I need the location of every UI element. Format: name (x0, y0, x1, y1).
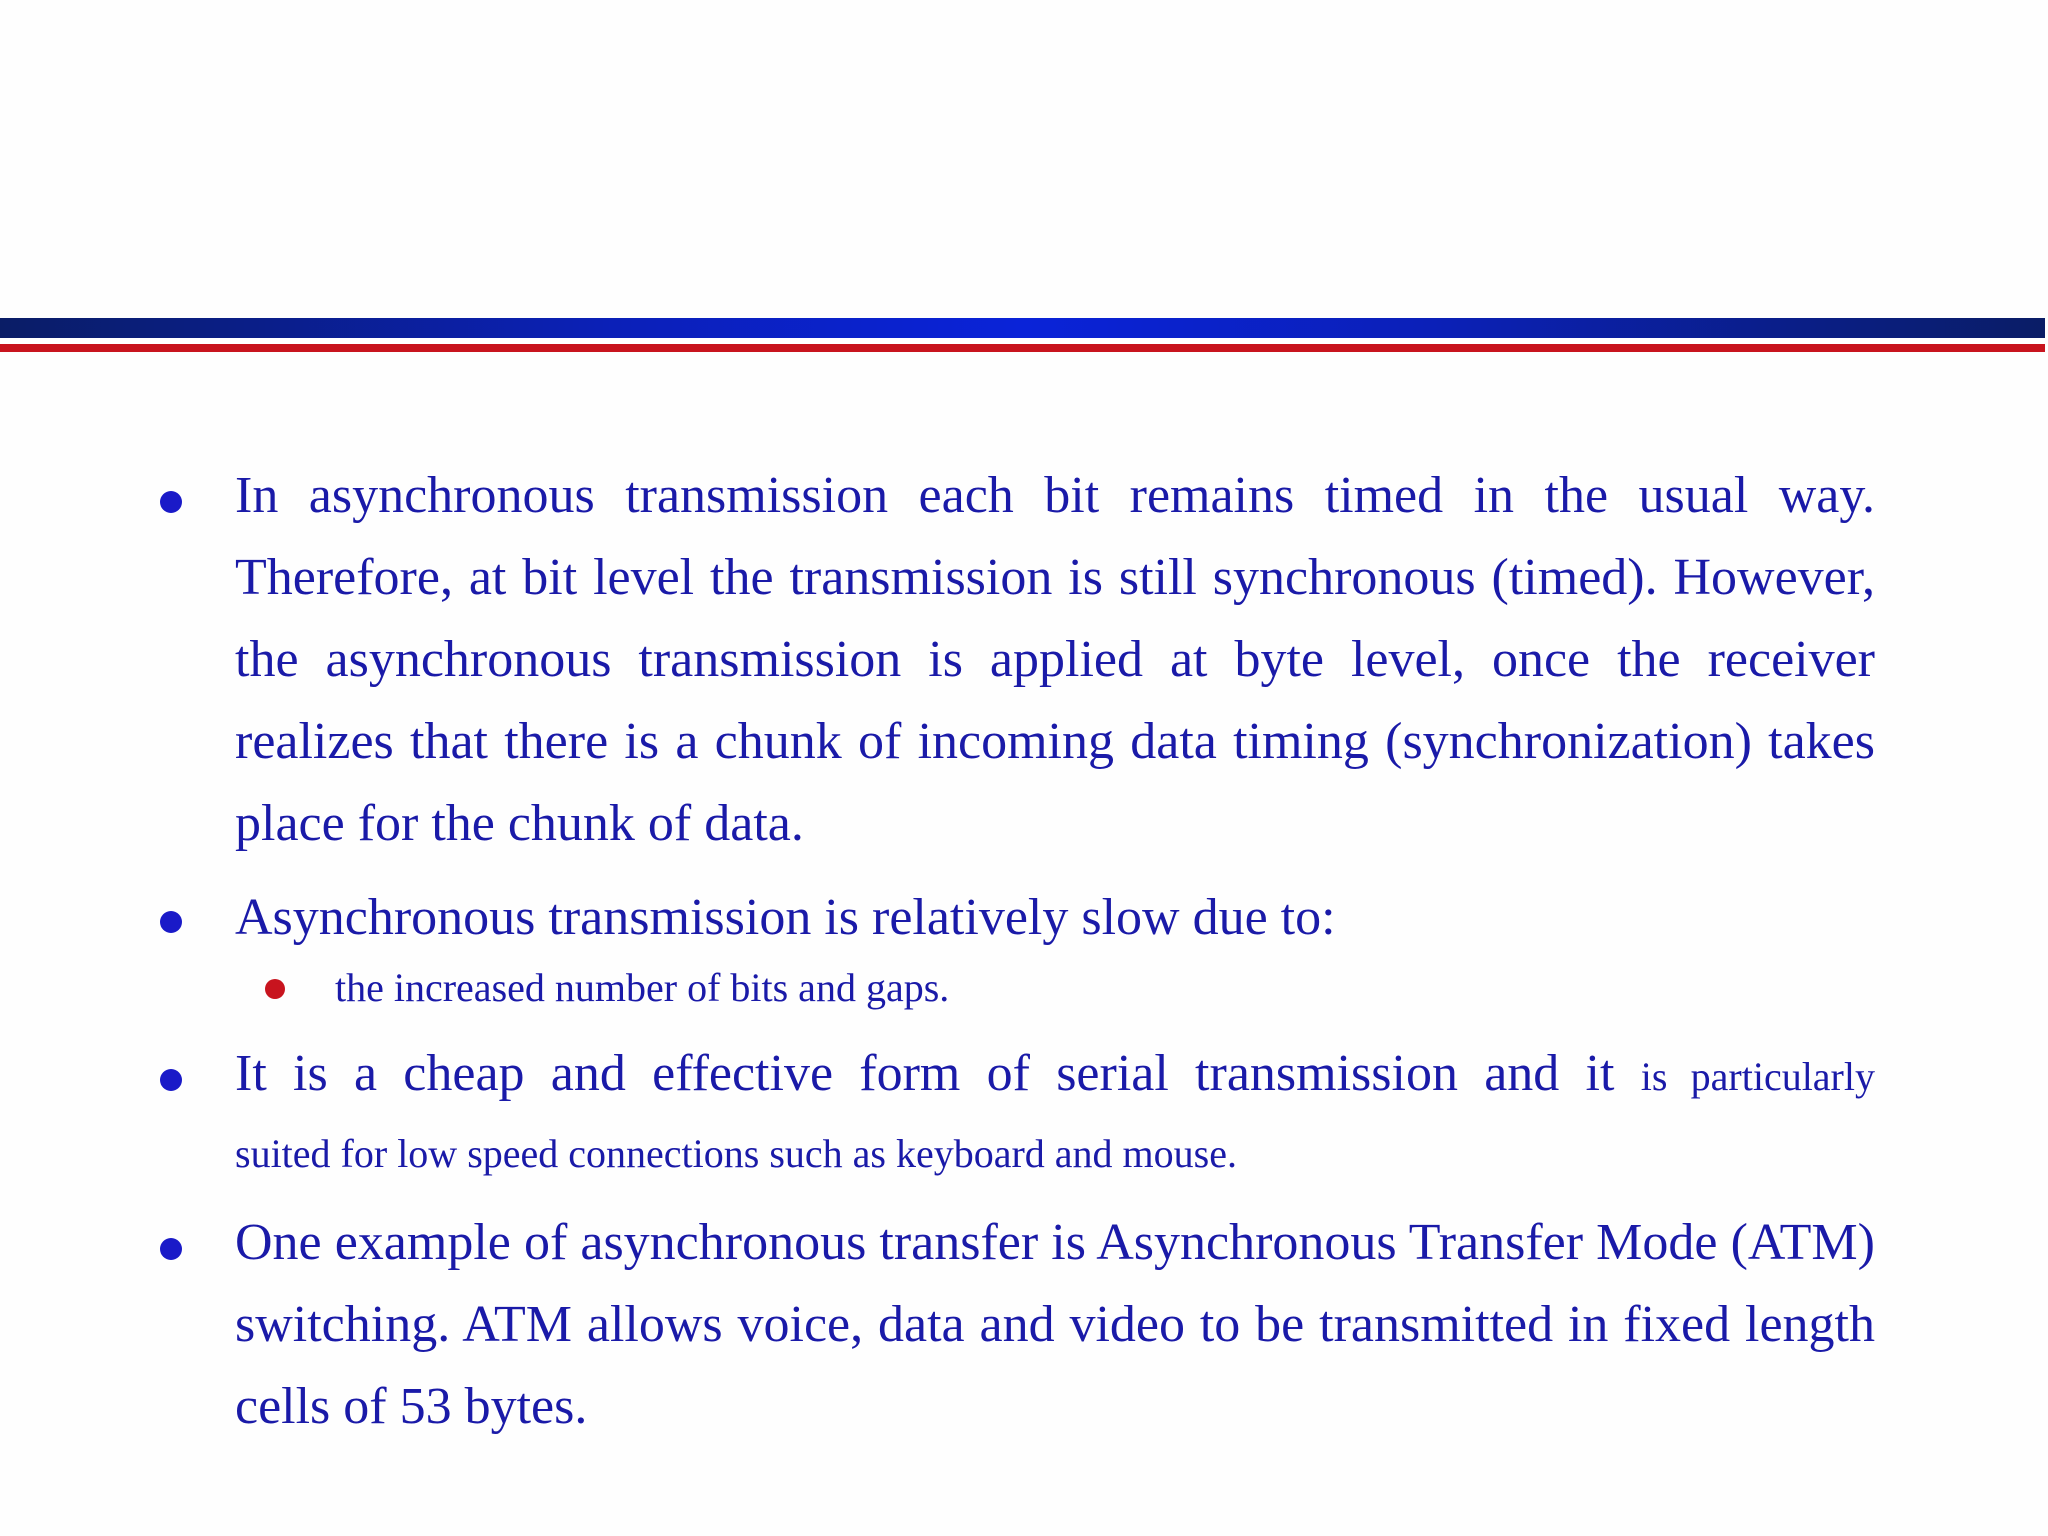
bullet-item (235, 877, 1875, 959)
bullet-text-continuation: suited for low speed connections such as keyboard and mouse. (235, 1131, 1237, 1176)
bullet-text-line (235, 1033, 1875, 1118)
bullet-text: Asynchronous transmission is relatively slow due to: (235, 889, 1336, 946)
bullet-text-large: It is a cheap and effective form of serial transmission and it (235, 1045, 1615, 1102)
bullet-item (235, 455, 1875, 865)
bullet-text-small: is particularly (1640, 1054, 1875, 1099)
bullet-text: In asynchronous transmission each bit remains timed in the usual way. Therefore, at bit level the transmission is still synchronous (timed). However, the asynchronous transmission is applied at byte level, once the receiver realizes that there is a chunk of incoming data timing (synchronization) takes place for the chunk of data. (235, 467, 1875, 852)
bullet-text: One example of asynchronous transfer is Asynchronous Transfer Mode (ATM) switching. ATM allows voice, data and video to be transmitted in fixed length cells of 53 bytes. (235, 1214, 1875, 1435)
bullet-item (235, 1202, 1875, 1448)
bullet-dot-icon (160, 1069, 182, 1091)
header-blue-bar (0, 318, 2045, 338)
header-red-bar (0, 344, 2045, 352)
bullet-item (235, 1033, 1875, 1190)
bullet-dot-icon (160, 911, 182, 933)
sub-bullet-dot-icon (265, 979, 285, 999)
sub-bullet-text: the increased number of bits and gaps. (335, 965, 950, 1010)
bullet-dot-icon (160, 491, 182, 513)
sub-bullet-item (335, 957, 2048, 1019)
bullet-dot-icon (160, 1238, 182, 1260)
bullet-list (0, 455, 2048, 1448)
